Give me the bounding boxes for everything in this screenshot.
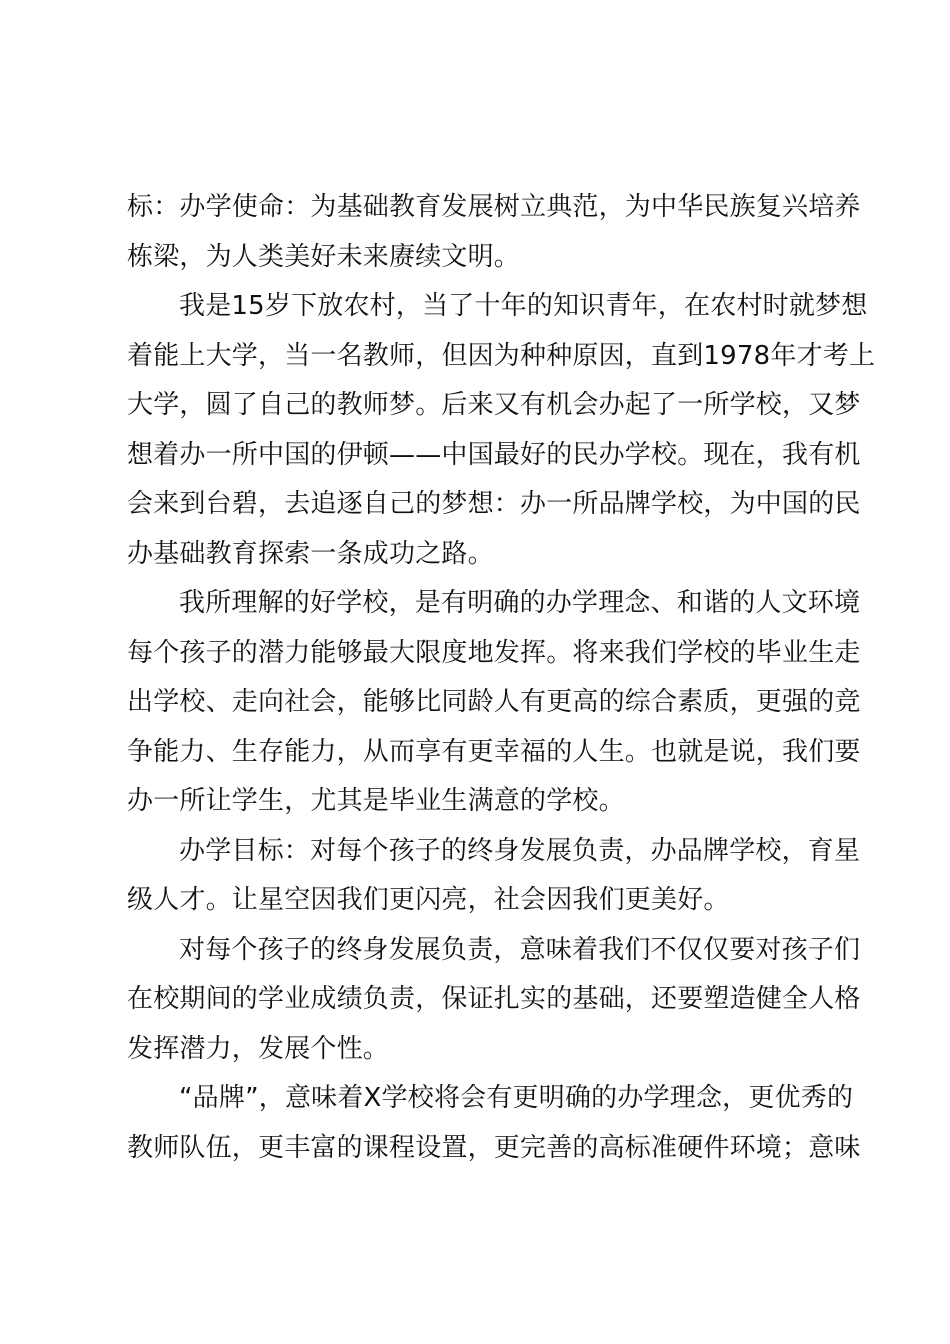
text-line: 出学校、走向社会，能够比同龄人有更高的综合素质，更强的竞 — [127, 687, 861, 717]
text-line: 争能力、生存能力，从而享有更幸福的人生。也就是说，我们要 — [127, 736, 861, 767]
text-line: 着能上大学，当一名教师，但因为种种原因，直到1978年才考上 — [127, 340, 876, 371]
text-line: 对每个孩子的终身发展负责，意味着我们不仅仅要对孩子们 — [179, 934, 861, 965]
text-line: 想着办一所中国的伊顿——中国最好的民办学校。现在，我有机 — [127, 439, 861, 470]
text-line: “品牌”，意味着X学校将会有更明确的办学理念，更优秀的 — [179, 1083, 854, 1113]
text-line: 发挥潜力，发展个性。 — [127, 1033, 390, 1064]
text-line: 我所理解的好学校，是有明确的办学理念、和谐的人文环境 — [179, 588, 861, 618]
text-line: 大学，圆了自己的教师梦。后来又有机会办起了一所学校，又梦 — [127, 390, 861, 420]
text-line: 办学目标：对每个孩子的终身发展负责，办品牌学校，育星 — [179, 835, 861, 866]
body-text — [127, 183, 876, 1173]
text-line: 级人才。让星空因我们更闪亮，社会因我们更美好。 — [127, 885, 730, 915]
text-line: 栋梁，为人类美好未来赓续文明。 — [127, 241, 521, 272]
text-line: 标：办学使命：为基础教育发展树立典范，为中华民族复兴培养 — [127, 192, 861, 222]
text-line: 我是15岁下放农村，当了十年的知识青年，在农村时就梦想 — [179, 291, 868, 321]
text-line: 会来到台碧，去追逐自己的梦想：办一所品牌学校，为中国的民 — [127, 489, 861, 519]
text-line: 办一所让学生，尤其是毕业生满意的学校。 — [127, 786, 625, 816]
text-line: 每个孩子的潜力能够最大限度地发挥。将来我们学校的毕业生走 — [127, 637, 861, 668]
text-line: 教师队伍，更丰富的课程设置，更完善的高标准硬件环境；意味 — [127, 1132, 861, 1163]
text-line: 办基础教育探索一条成功之路。 — [127, 538, 494, 569]
text-line: 在校期间的学业成绩负责，保证扎实的基础，还要塑造健全人格 — [127, 984, 861, 1014]
